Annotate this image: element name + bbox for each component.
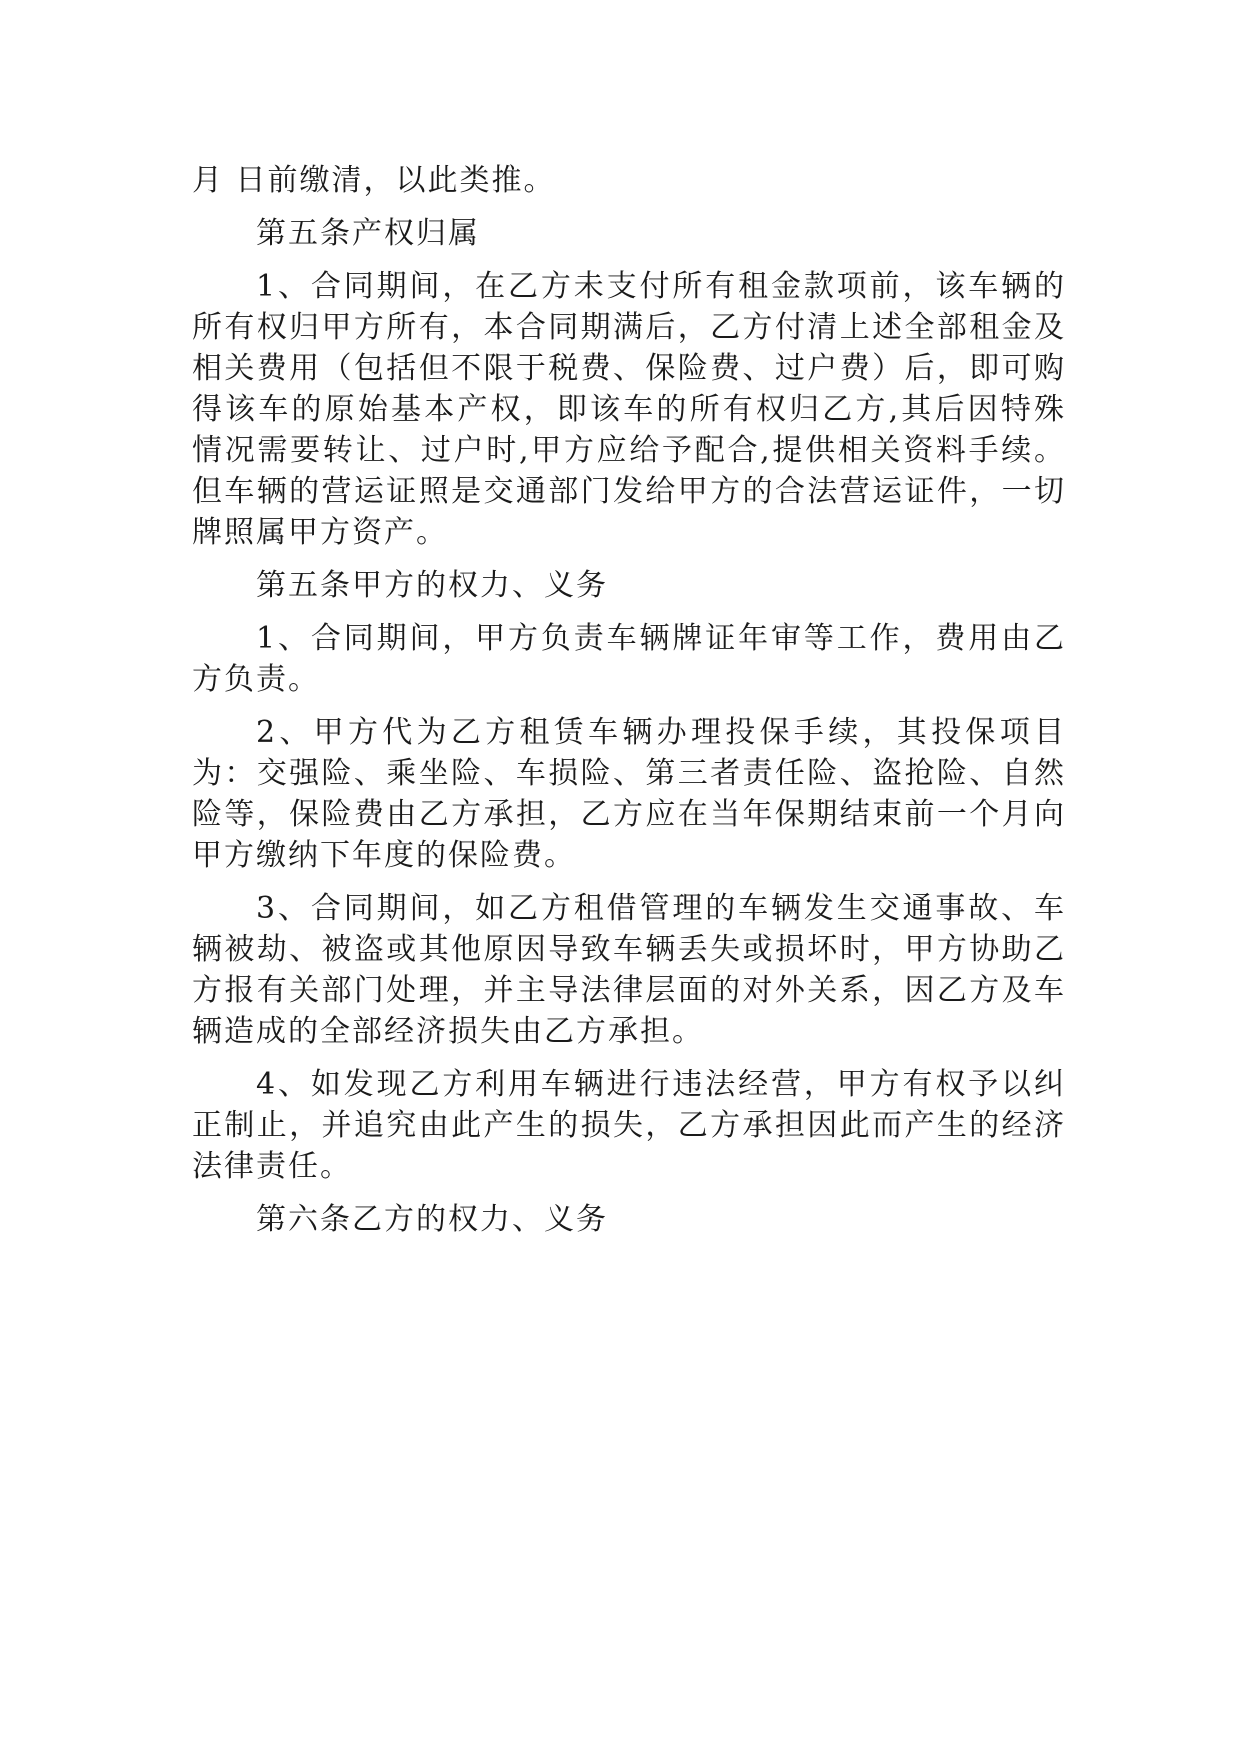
- paragraph-party-a-4: 4、如发现乙方利用车辆进行违法经营，甲方有权予以纠正制止，并追究由此产生的损失，乙方承担因此而产生的经济法律责任。: [192, 1067, 1066, 1184]
- paragraph-continuation: 月 日前缴清，以此类推。: [192, 163, 556, 198]
- document-page: [192, 160, 1066, 1240]
- section-heading-property-rights: 第五条产权归属: [256, 216, 480, 251]
- section-heading-party-a-rights: 第五条甲方的权力、义务: [256, 568, 608, 603]
- section-heading-party-b-rights: 第六条乙方的权力、义务: [256, 1202, 608, 1237]
- paragraph-party-a-3: 3、合同期间，如乙方租借管理的车辆发生交通事故、车辆被劫、被盗或其他原因导致车辆丢失或损坏时，甲方协助乙方报有关部门处理，并主导法律层面的对外关系，因乙方及车辆造成的全部经济损失由乙方承担。: [192, 891, 1066, 1049]
- paragraph-party-a-1: 1、合同期间，甲方负责车辆牌证年审等工作，费用由乙方负责。: [192, 621, 1066, 697]
- paragraph-property-rights-1: 1、合同期间，在乙方未支付所有租金款项前，该车辆的所有权归甲方所有，本合同期满后，乙方付清上述全部租金及相关费用（包括但不限于税费、保险费、过户费）后，即可购得该车的原始基本产权，即该车的所有权归乙方,其后因特殊情况需要转让、过户时,甲方应给予配合,提供相关资料手续。但车辆的营运证照是交通部门发给甲方的合法营运证件，一切牌照属甲方资产。: [192, 269, 1066, 550]
- paragraph-party-a-2: 2、甲方代为乙方租赁车辆办理投保手续，其投保项目为：交强险、乘坐险、车损险、第三者责任险、盗抢险、自然险等，保险费由乙方承担，乙方应在当年保期结束前一个月向甲方缴纳下年度的保险费。: [192, 715, 1066, 873]
